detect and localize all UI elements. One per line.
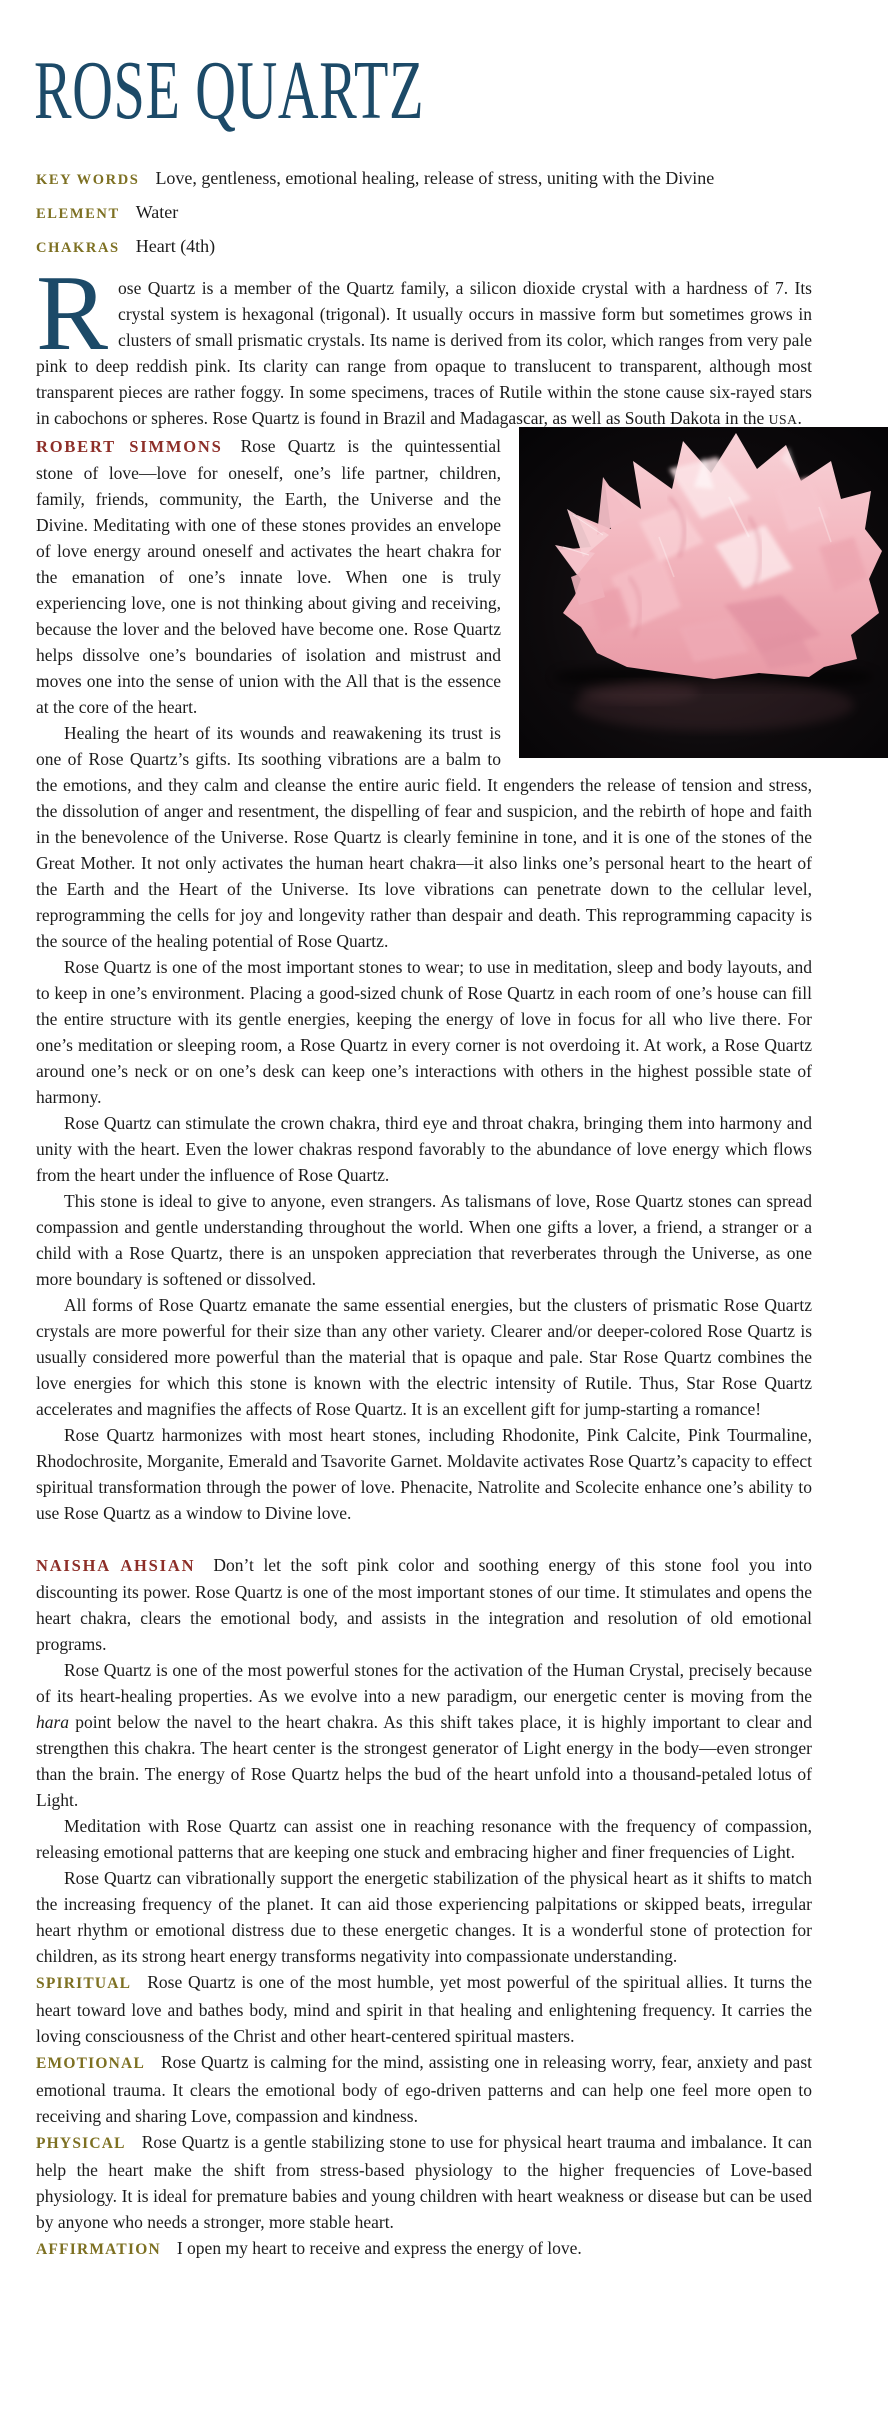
element-label: ELEMENT	[36, 206, 120, 222]
body-paragraph	[36, 433, 812, 720]
author-heading-naisha-ahsian: NAISHA AHSIAN	[36, 1556, 196, 1575]
body-paragraph: This stone is ideal to give to anyone, even strangers. As talismans of love, Rose Quartz stones can spread compassion and gentle understanding throughout the world. When one gifts a lover, a friend, a stranger or a child with a Rose Quartz, there is an unspoken appreciation that reverberates through the Universe, as one more boundary is softened or dissolved.	[36, 1191, 812, 1289]
paragraph-text: point below the navel to the heart chakra. As this shift takes place, it is highly important to clear and strengthen this chakra. The heart center is the strongest generator of Light energy in the body—even stronger than the brain. The energy of Rose Quartz helps the bud of the heart unfold into a thousand-petaled lotus of Light.	[36, 1712, 812, 1810]
rose-quartz-photo	[519, 427, 888, 758]
property-row-element	[36, 197, 812, 229]
affirmation-text: I open my heart to receive and express the energy of love.	[176, 2238, 582, 2258]
emotional-label: EMOTIONAL	[36, 2055, 145, 2072]
property-row-key-words	[36, 163, 812, 195]
paragraph-text: Rose Quartz is the quintessential stone of love—love for oneself, one’s life partner, children, family, friends, community, the Earth, the Universe and the Divine. Meditating with one of these stones provides an envelope of love energy around oneself and activates the heart chakra for the emanation of one’s innate love. When one is truly experiencing love, one is not thinking about giving and receiving, because the lover and the beloved have become one. Rose Quartz helps dissolve one’s boundaries of isolation and mistrust and moves one into the sense of union with the All that is the essence at the core of the heart.	[36, 436, 501, 717]
chakras-value: Heart (4th)	[135, 236, 216, 256]
physical-text: Rose Quartz is a gentle stabilizing stone to use for physical heart trauma and imbalance. It can help the heart make the shift from stress-based physiology to the higher frequencies of Love-based physiology. It is ideal for premature babies and young children with heart weakness or disease but can be used by anyone who needs a stronger, more stable heart.	[36, 2132, 812, 2232]
properties-block	[36, 163, 812, 263]
page-title: ROSE QUARTZ	[34, 44, 425, 137]
body-paragraph: Rose Quartz is one of the most important stones to wear; to use in meditation, sleep and body layouts, and to keep in one’s environment. Placing a good-sized chunk of Rose Quartz in each room of one’s house can fill the entire structure with its gentle energies, keeping the energy of love in focus for all who live there. For one’s meditation or sleeping room, a Rose Quartz in every corner is not overdoing it. At work, a Rose Quartz around one’s neck or on one’s desk can keep one’s interactions with others in the highest possible state of harmony.	[36, 957, 812, 1107]
hara-italic: hara	[36, 1712, 70, 1732]
usa-smallcaps: USA	[768, 412, 798, 427]
intro-text-end: .	[797, 408, 802, 428]
key-words-label: KEY WORDS	[36, 172, 140, 188]
body-paragraph: Rose Quartz harmonizes with most heart stones, including Rhodonite, Pink Calcite, Pink Tourmaline, Rhodochrosite, Morganite, Emerald and Tsavorite Garnet. Moldavite activates Rose Quartz’s capacity to effect spiritual transformation through the power of love. Phenacite, Natrolite and Scolecite enhance one’s ability to use Rose Quartz as a window to Divine love.	[36, 1425, 812, 1523]
section-naisha-ahsian	[36, 1552, 812, 1969]
body-paragraph	[36, 1657, 812, 1813]
paragraph-text: Don’t let the soft pink color and soothing energy of this stone fool you into discounting its power. Rose Quartz is one of the most important stones of our time. It stimulates and opens the heart chakra, clears the emotional body, and assists in the integration and resolution of old emotional programs.	[36, 1555, 813, 1654]
affirmation-label: AFFIRMATION	[36, 2241, 161, 2258]
body-paragraph	[36, 1552, 812, 1657]
body-paragraph: Meditation with Rose Quartz can assist one in reaching resonance with the frequency of compassion, releasing emotional patterns that are keeping one stuck and embracing higher and finer frequencies of Light.	[36, 1816, 812, 1862]
attributes-block	[36, 1969, 812, 2263]
key-words-value: Love, gentleness, emotional healing, release of stress, uniting with the Divine	[155, 168, 715, 188]
spiritual-text: Rose Quartz is one of the most humble, yet most powerful of the spiritual allies. It turns the heart toward love and bathes body, mind and spirit in that healing and enlightening frequency. It carries the loving consciousness of the Christ and other heart-centered spiritual masters.	[36, 1972, 812, 2046]
chakras-label: CHAKRAS	[36, 240, 120, 256]
body-paragraph: Healing the heart of its wounds and reawakening its trust is one of Rose Quartz’s gifts. Its soothing vibrations are a balm to the emotions, and they calm and cleanse the entire auric field. It engenders the release of tension and stress, the dissolution of anger and resentment, the dispelling of fear and suspicion, and the rebirth of hope and faith in the benevolence of the Universe. Rose Quartz is clearly feminine in tone, and it is one of the stones of the Great Mother. It not only activates the human heart chakra—it also links one’s personal heart to the heart of the Earth and the Heart of the Universe. Its love vibrations can penetrate down to the cellular level, reprogramming the cells for joy and longevity rather than despair and death. This reprogramming capacity is the source of the healing potential of Rose Quartz.	[36, 723, 812, 951]
attribute-paragraph-affirmation	[36, 2235, 812, 2263]
element-value: Water	[135, 202, 179, 222]
attribute-paragraph-physical	[36, 2129, 812, 2235]
section-robert-simmons	[36, 433, 812, 1526]
paragraph-text: Rose Quartz is one of the most powerful stones for the activation of the Human Crystal, precisely because of its heart-healing properties. As we evolve into a new paradigm, our energetic center is moving from the	[36, 1660, 812, 1706]
body-paragraph: Rose Quartz can vibrationally support the energetic stabilization of the physical heart as it shifts to match the increasing frequency of the planet. It can aid those experiencing palpitations or skipped beats, irregular heart rhythm or emotional distress due to these energetic changes. It is a wonderful stone of protection for children, as its strong heart energy transforms negativity into compassionate understanding.	[36, 1868, 812, 1966]
property-row-chakras	[36, 231, 812, 263]
intro-paragraph	[36, 254, 812, 433]
author-heading-robert-simmons: ROBERT SIMMONS	[36, 437, 223, 456]
spiritual-label: SPIRITUAL	[36, 1975, 132, 1992]
attribute-paragraph-emotional	[36, 2049, 812, 2129]
body-paragraph: All forms of Rose Quartz emanate the same essential energies, but the clusters of prismatic Rose Quartz crystals are more powerful for their size than any other variety. Clearer and/or deeper-colored Rose Quartz is usually considered more powerful than the material that is opaque and pale. Star Rose Quartz combines the love energies for which this stone is known with the electric intensity of Rutile. Thus, Star Rose Quartz accelerates and magnifies the affects of Rose Quartz. It is an excellent gift for jump-starting a romance!	[36, 1295, 812, 1419]
page-content	[36, 254, 813, 2263]
body-paragraph: Rose Quartz can stimulate the crown chakra, third eye and throat chakra, bringing them into harmony and unity with the heart. Even the lower chakras respond favorably to the abundance of love energy which flows from the heart under the influence of Rose Quartz.	[36, 1113, 812, 1185]
attribute-paragraph-spiritual	[36, 1969, 812, 2049]
drop-cap: R	[36, 254, 109, 373]
intro-text: ose Quartz is a member of the Quartz family, a silicon dioxide crystal with a hardness of 7. Its crystal system is hexagonal (trigonal). It usually occurs in massive form but sometimes grows in clusters of small prismatic crystals. Its name is derived from its color, which ranges from very pale pink to deep reddish pink. Its clarity can range from opaque to translucent to transparent, although most transparent pieces are rather foggy. In some specimens, traces of Rutile within the stone cause six-rayed stars in cabochons or spheres. Rose Quartz is found in Brazil and Madagascar, as well as South Dakota in the	[36, 278, 812, 428]
physical-label: PHYSICAL	[36, 2135, 126, 2152]
emotional-text: Rose Quartz is calming for the mind, assisting one in releasing worry, fear, anxiety and past emotional trauma. It clears the emotional body of ego-driven patterns and can help one feel more open to receiving and sharing Love, compassion and kindness.	[36, 2052, 812, 2126]
